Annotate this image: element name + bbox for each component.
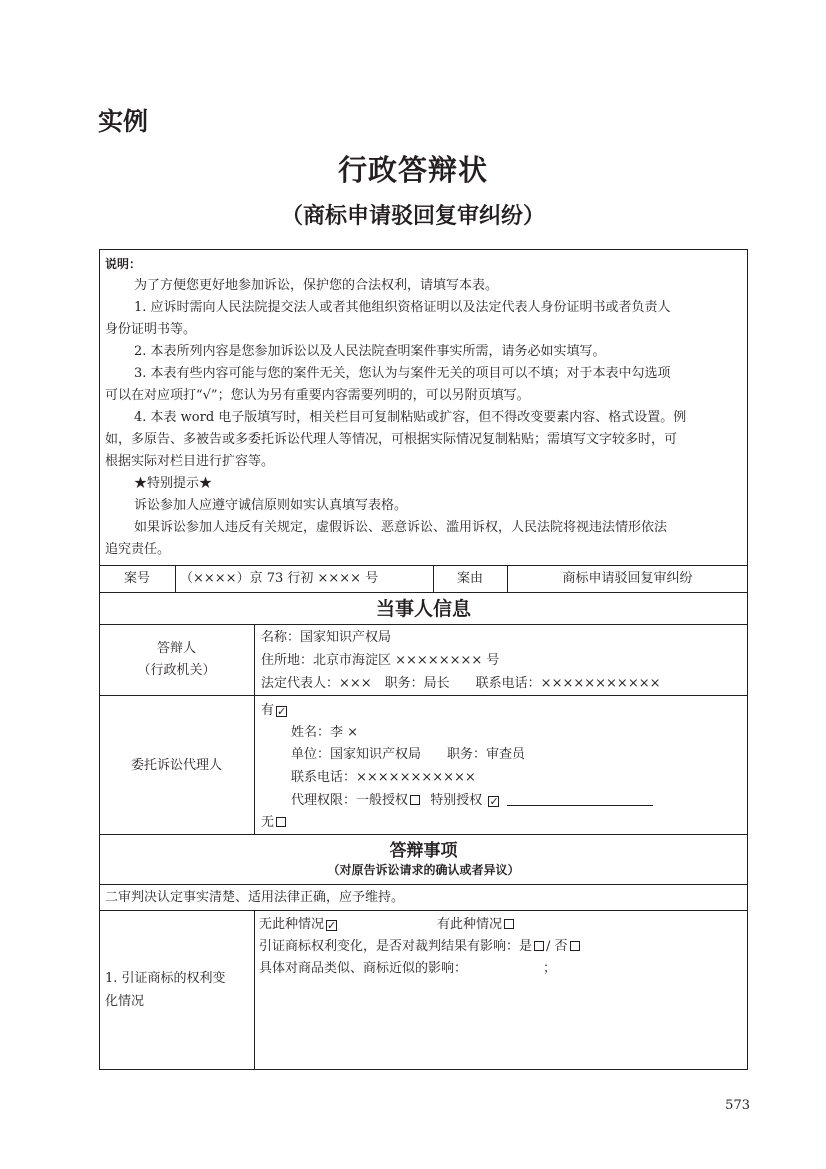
specific-influence: 具体对商品类似、商标近似的影响： bbox=[259, 961, 468, 976]
checkbox-empty-icon[interactable] bbox=[504, 919, 514, 929]
row-divider bbox=[99, 592, 748, 593]
influence-no-label: / 否 bbox=[546, 939, 568, 954]
instruction-item-4: 4. 本表 word 电子版填写时，相关栏目可复制粘贴或扩容，但不得改变要素内容、格式设置。例 bbox=[134, 410, 687, 425]
special-notice-1: 诉讼参加人应遵守诚信原则如实认真填写表格。 bbox=[134, 498, 408, 513]
defense-statement: 二审判决认定事实清楚、适用法律正确，应予维持。 bbox=[105, 890, 405, 905]
checkbox-empty-icon[interactable] bbox=[410, 795, 420, 805]
defense-subheading: （对原告诉讼请求的确认或者异议） bbox=[327, 863, 520, 877]
agent-none-option bbox=[261, 812, 288, 833]
checkbox-empty-icon[interactable] bbox=[276, 817, 286, 827]
influence-yes-label: 引证商标权利变化，是否对裁判结果有影响：是 bbox=[259, 939, 533, 954]
special-notice-2-cont: 追究责任。 bbox=[105, 542, 171, 557]
instruction-item-4-cont: 如，多原告、多被告或多委托诉讼代理人等情况，可根据实际情况复制粘贴；需填写文字较多时，可 bbox=[105, 432, 678, 447]
row-divider bbox=[99, 695, 748, 696]
checked-box-icon[interactable]: ✓ bbox=[489, 795, 499, 808]
influence-question bbox=[259, 936, 582, 957]
instructions-heading: 说明： bbox=[105, 257, 142, 271]
col-divider bbox=[254, 624, 255, 834]
agent-name: 姓名：李 × bbox=[291, 725, 359, 740]
agent-none-label: 无 bbox=[261, 815, 275, 830]
agent-phone: 联系电话：××××××××××× bbox=[291, 770, 476, 785]
respondent-name: 名称：国家知识产权局 bbox=[261, 630, 392, 645]
document-subtitle: （商标申请驳回复审纠纷） bbox=[280, 204, 545, 229]
row-divider bbox=[99, 910, 748, 911]
respondent-legal-rep: 法定代表人：××× 职务：局长 联系电话：××××××××××× bbox=[261, 676, 661, 691]
checkbox-empty-icon[interactable] bbox=[570, 941, 580, 951]
cause-label: 案由 bbox=[456, 571, 483, 586]
instruction-item-1-cont: 身份证明书等。 bbox=[105, 322, 197, 337]
fill-in-line bbox=[507, 793, 653, 806]
specific-influence-end: ； bbox=[543, 961, 557, 976]
respondent-address: 住所地：北京市海淀区 ×××××××× 号 bbox=[261, 653, 500, 668]
instructions-intro: 为了方便您更好地参加诉讼，保护您的合法权利，请填写本表。 bbox=[134, 278, 499, 293]
instruction-item-3: 3. 本表有些内容可能与您的案件无关，您认为与案件无关的项目可以不填；对于本表中勾选项 bbox=[134, 366, 671, 381]
authority-special-label: 特别授权 bbox=[430, 793, 483, 808]
agent-has-label: 有 bbox=[261, 703, 275, 718]
no-such-label: 无此种情况 bbox=[259, 917, 325, 932]
case-number-label: 案号 bbox=[123, 571, 150, 586]
cause-value: 商标申请驳回复审纠纷 bbox=[562, 571, 693, 586]
checked-box-icon[interactable]: ✓ bbox=[277, 705, 287, 718]
agent-has-option bbox=[261, 700, 289, 721]
instruction-item-4-cont: 根据实际对栏目进行扩容等。 bbox=[105, 454, 275, 469]
respondent-label-sub: （行政机关） bbox=[137, 663, 216, 678]
checkbox-empty-icon[interactable] bbox=[534, 941, 544, 951]
document-title: 行政答辩状 bbox=[337, 153, 488, 187]
agent-authority bbox=[291, 790, 653, 811]
instruction-item-3-cont: 可以在对应项打“√”；您认为另有重要内容需要列明的，可以另附页填写。 bbox=[105, 388, 530, 403]
respondent-label: 答辩人 bbox=[156, 641, 196, 656]
col-divider bbox=[175, 565, 176, 592]
checked-box-icon[interactable]: ✓ bbox=[327, 919, 337, 932]
agent-label: 委托诉讼代理人 bbox=[130, 758, 222, 773]
party-info-heading: 当事人信息 bbox=[375, 598, 471, 620]
case-number-value: （××××）京 73 行初 ×××× 号 bbox=[180, 571, 379, 586]
row-divider bbox=[99, 565, 748, 566]
has-such-option bbox=[437, 914, 516, 935]
special-notice-heading: ★特别提示★ bbox=[134, 476, 213, 491]
item-1-label: 1. 引证商标的权利变 bbox=[105, 971, 226, 986]
agent-unit: 单位：国家知识产权局 职务：审查员 bbox=[291, 747, 526, 762]
has-such-label: 有此种情况 bbox=[437, 917, 503, 932]
authority-general-label: 代理权限：一般授权 bbox=[291, 793, 409, 808]
instruction-item-1: 1. 应诉时需向人民法院提交法人或者其他组织资格证明以及法定代表人身份证明书或者负责人 bbox=[134, 300, 671, 315]
example-label: 实例 bbox=[98, 107, 149, 136]
page-number: 573 bbox=[725, 1098, 750, 1113]
row-divider bbox=[99, 884, 748, 885]
row-divider bbox=[99, 834, 748, 835]
row-divider bbox=[99, 624, 748, 625]
defense-heading: 答辩事项 bbox=[389, 841, 458, 861]
instruction-item-2: 2. 本表所列内容是您参加诉讼以及人民法院查明案件事实所需，请务必如实填写。 bbox=[134, 344, 606, 359]
no-such-option bbox=[259, 914, 339, 935]
special-notice-2: 如果诉讼参加人违反有关规定，虚假诉讼、恶意诉讼、滥用诉权，人民法院将视违法情形依法 bbox=[134, 520, 668, 535]
col-divider bbox=[254, 910, 255, 1070]
item-1-label-cont: 化情况 bbox=[105, 994, 145, 1009]
